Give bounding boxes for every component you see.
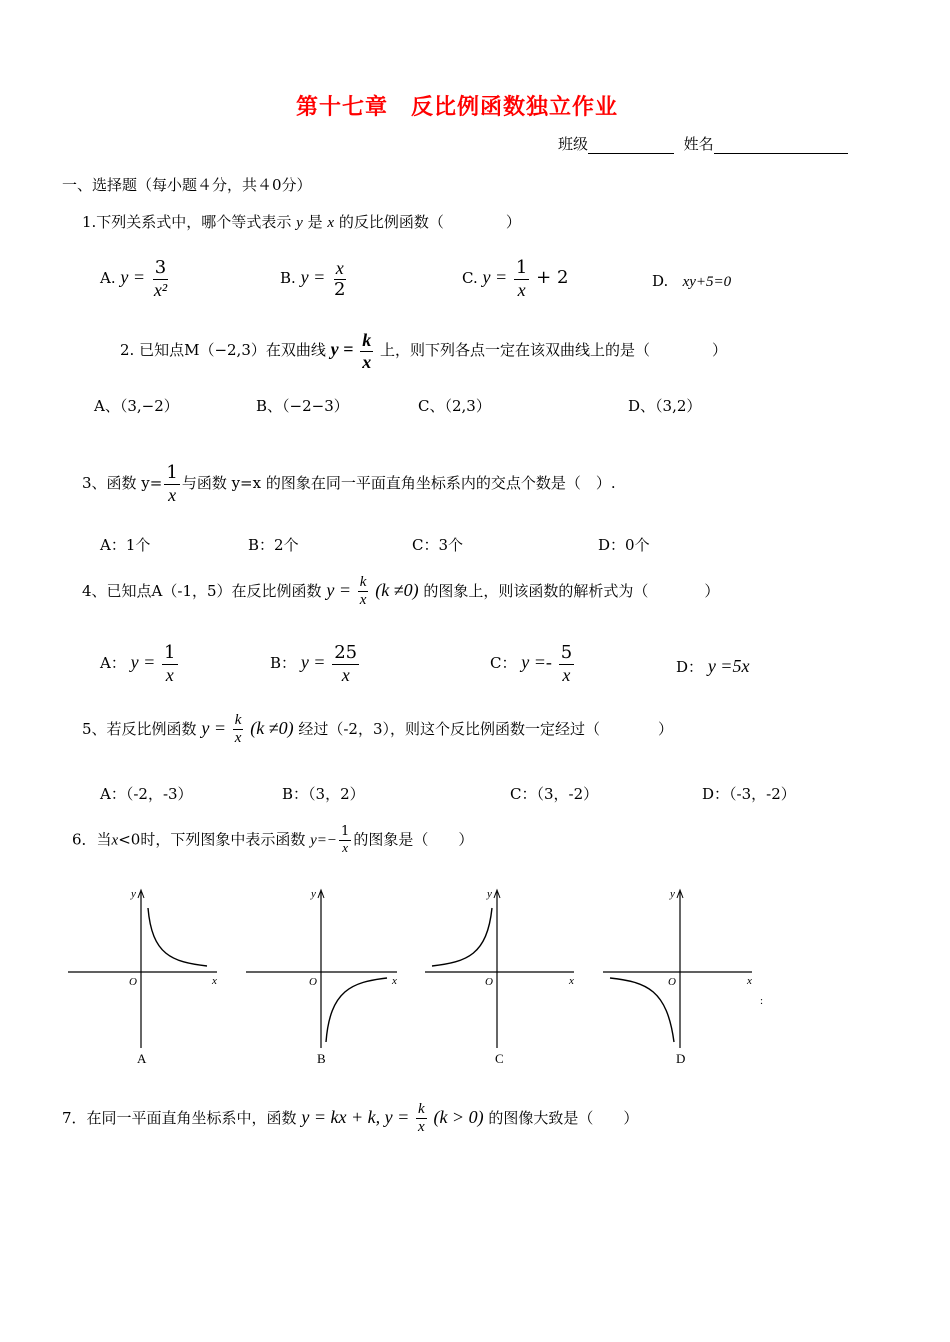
q6-graphs xyxy=(62,880,762,1075)
q4-option-c[interactable] xyxy=(490,643,576,685)
condition: (k > 0) xyxy=(433,1106,484,1127)
denominator: x xyxy=(359,592,367,609)
formula-lhs: y = xyxy=(300,652,326,673)
denominator: x xyxy=(562,664,571,685)
y-label: y xyxy=(487,888,492,900)
denominator: x xyxy=(517,279,526,300)
class-name-line xyxy=(558,133,848,154)
denominator: x xyxy=(165,664,174,685)
option-label: A. xyxy=(100,269,116,288)
option-label: D： xyxy=(676,658,704,676)
curve xyxy=(432,908,492,966)
option-label: C. xyxy=(462,269,478,288)
name-blank[interactable] xyxy=(714,135,848,154)
x-label: x xyxy=(212,975,217,987)
option-label: D. xyxy=(652,272,669,290)
numerator: k xyxy=(233,712,244,730)
y-label: y xyxy=(670,888,675,900)
fraction xyxy=(514,258,529,300)
q2-stem: 2. 已知点M（−2,3）在双曲线 xyxy=(120,341,326,360)
q5-option-c[interactable]: C：（3，-2） xyxy=(510,785,599,803)
q1-var-x: x xyxy=(327,215,335,231)
graph-label: D xyxy=(676,1051,686,1066)
question-6 xyxy=(72,825,473,856)
graph-label: C xyxy=(495,1051,504,1066)
page-title: 第十七章 反比例函数独立作业 xyxy=(296,94,619,120)
q2-close: ） xyxy=(711,341,727,360)
formula-lhs: y =- xyxy=(521,652,552,673)
condition: (k ≠0) xyxy=(250,717,294,738)
question-2 xyxy=(120,330,727,372)
q2-option-a[interactable]: A、（3,−2） xyxy=(94,397,179,415)
origin-label: O xyxy=(485,976,493,988)
q5-stem: 5、若反比例函数 xyxy=(82,719,197,738)
formula-lhs: y = xyxy=(120,267,146,288)
numerator: 25 xyxy=(334,642,358,663)
numerator: x xyxy=(335,258,344,278)
question-5 xyxy=(82,712,673,748)
denominator: x xyxy=(168,484,177,505)
denominator: x xyxy=(341,664,350,685)
q1-option-d[interactable] xyxy=(652,272,731,291)
numerator: 1 xyxy=(515,257,528,278)
q6-end: 的图象是（ ） xyxy=(353,830,474,849)
formula-lhs: y = xyxy=(326,579,351,600)
q4-option-a[interactable] xyxy=(100,643,180,685)
denominator: x xyxy=(234,730,242,747)
q3-option-a[interactable]: A：1个 xyxy=(100,536,151,554)
fraction xyxy=(416,1101,427,1137)
q1-var-y: y xyxy=(296,215,303,231)
q2-option-d[interactable]: D、（3,2） xyxy=(628,397,702,415)
x-label: x xyxy=(569,975,574,987)
name-label: 姓名 xyxy=(683,135,714,153)
option-label: A： xyxy=(100,654,126,673)
formula-lhs: y = xyxy=(300,267,326,288)
numerator: 5 xyxy=(560,642,573,663)
q4-option-b[interactable] xyxy=(270,643,361,685)
q3-option-d[interactable]: D：0个 xyxy=(598,536,650,554)
q5-end: 经过（-2，3），则这个反比例函数一定经过（ xyxy=(298,719,601,738)
origin-label: O xyxy=(129,976,137,988)
y-label: y xyxy=(131,888,136,900)
q1-stem: 1.下列关系式中，哪个等式表示 xyxy=(82,213,292,231)
fraction xyxy=(358,574,369,610)
q2-option-c[interactable]: C、（2,3） xyxy=(418,397,491,415)
q1-option-c[interactable] xyxy=(462,258,568,300)
fraction xyxy=(360,330,373,372)
y-label: y xyxy=(311,888,316,900)
q1-end: 的反比例函数（ xyxy=(338,213,444,231)
q5-option-a[interactable]: A：（-2，-3） xyxy=(100,785,193,803)
graph-label: A xyxy=(137,1051,147,1066)
curve xyxy=(326,978,387,1042)
q1-option-b[interactable] xyxy=(280,258,349,300)
q2-end: 上，则下列各点一定在该双曲线上的是（ xyxy=(379,341,650,360)
class-blank[interactable] xyxy=(588,135,674,154)
x-label: x xyxy=(392,975,397,987)
question-1 xyxy=(82,211,521,232)
q4-end: 的图象上，则该函数的解析式为（ xyxy=(423,581,649,600)
numerator: 1 xyxy=(164,642,176,663)
x-label: x xyxy=(747,975,752,987)
formula-lhs: y = kx + k, y = xyxy=(301,1106,410,1127)
q6-var-x: x xyxy=(111,832,119,849)
numerator: k xyxy=(358,574,369,592)
q5-close: ） xyxy=(658,719,674,738)
fraction xyxy=(164,463,179,505)
fraction xyxy=(559,643,574,685)
q5-option-b[interactable]: B：（3，2） xyxy=(282,785,365,803)
question-3 xyxy=(82,463,616,505)
option-text: y =5x xyxy=(707,656,750,676)
q4-stem: 4、已知点A（-1，5）在反比例函数 xyxy=(82,581,322,600)
fraction xyxy=(152,258,169,300)
condition: (k ≠0) xyxy=(375,579,419,600)
formula-tail: + 2 xyxy=(536,267,569,289)
q3-option-b[interactable]: B：2个 xyxy=(248,536,299,554)
class-label: 班级 xyxy=(558,135,589,153)
q6-stem: 6．当 xyxy=(72,830,112,849)
q6-cond: <0时，下列图象中表示函数 xyxy=(118,830,306,849)
q7-end: 的图像大致是（ ） xyxy=(488,1108,639,1127)
numerator: 1 xyxy=(341,824,350,839)
question-4 xyxy=(82,574,719,610)
fraction xyxy=(233,712,244,748)
graph-a[interactable] xyxy=(68,888,217,1066)
graph-c[interactable] xyxy=(425,888,574,1066)
q4-option-d[interactable] xyxy=(676,656,749,677)
q1-mid: 是 xyxy=(307,213,323,231)
q1-option-a[interactable] xyxy=(100,258,171,300)
denominator: x xyxy=(342,839,349,855)
fraction xyxy=(162,643,177,685)
denominator: 2 xyxy=(334,278,346,300)
graph-d[interactable] xyxy=(603,888,763,1066)
numerator: 3 xyxy=(154,257,167,278)
q1-close: ） xyxy=(505,213,521,231)
numerator: k xyxy=(362,330,372,350)
origin-label: O xyxy=(668,976,676,988)
section-title: 一、选择题（每小题４分，共４0分） xyxy=(62,176,312,194)
q2-option-b[interactable]: B、（−2−3） xyxy=(256,397,349,415)
q3-end: 与函数 y=x 的图象在同一平面直角坐标系内的交点个数是（ ）. xyxy=(181,474,616,493)
fraction xyxy=(332,643,359,685)
numerator: 1 xyxy=(166,462,178,483)
curve xyxy=(610,978,674,1042)
formula-lhs: y = xyxy=(201,717,226,738)
stray-mark: : xyxy=(760,995,764,1007)
fraction xyxy=(339,825,351,856)
denominator: x xyxy=(418,1119,425,1136)
option-text: xy+5=0 xyxy=(682,274,732,290)
question-7 xyxy=(62,1101,638,1137)
option-label: C： xyxy=(490,654,517,673)
q7-stem: 7．在同一平面直角坐标系中，函数 xyxy=(62,1108,297,1127)
origin-label: O xyxy=(309,976,317,988)
option-label: B. xyxy=(280,269,296,288)
q5-option-d[interactable]: D：（-3，-2） xyxy=(702,785,796,803)
denominator: x² xyxy=(153,279,168,300)
option-label: B： xyxy=(270,654,297,673)
fraction xyxy=(332,258,347,300)
numerator: k xyxy=(416,1101,427,1119)
graph-b[interactable] xyxy=(246,888,397,1066)
q4-close: ） xyxy=(704,581,720,600)
graph-label: B xyxy=(317,1051,326,1066)
q3-option-c[interactable]: C：3个 xyxy=(412,536,464,554)
q3-stem: 3、函数 y= xyxy=(82,474,163,493)
formula-lhs: y=− xyxy=(310,832,338,849)
formula-lhs: y = xyxy=(130,652,156,673)
formula-lhs: y = xyxy=(482,267,508,288)
denominator: x xyxy=(362,351,372,372)
formula-lhs: y = xyxy=(330,339,354,360)
curve xyxy=(148,908,207,966)
